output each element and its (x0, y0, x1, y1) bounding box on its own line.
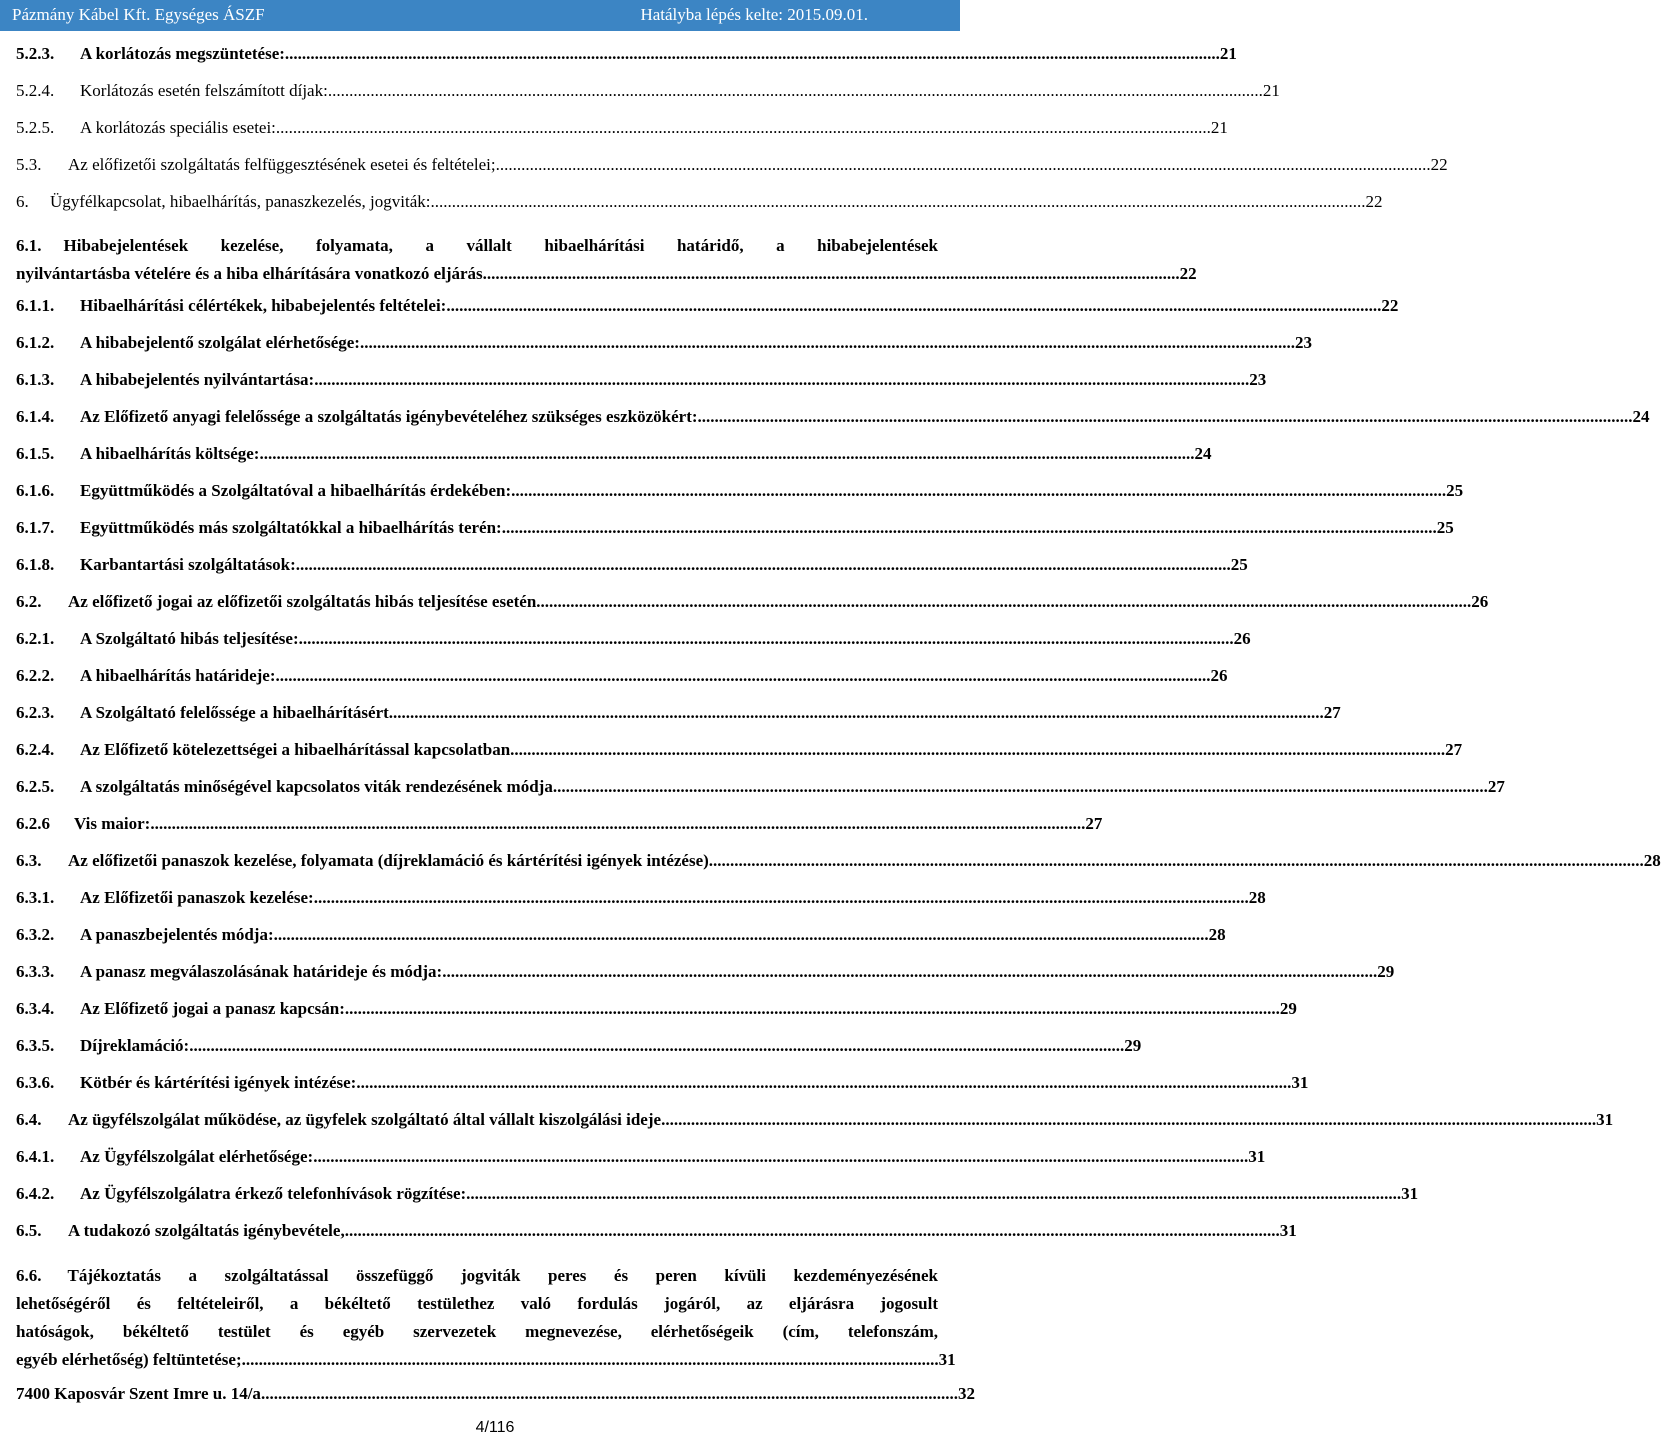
toc-leader-dots: ............................................................................................................................................................................................................................ (661, 1110, 1597, 1129)
toc-entry-title: A korlátozás megszüntetése: (80, 44, 285, 63)
toc-entry-page: 21 (1219, 44, 1237, 63)
toc-entry-title: Az Ügyfélszolgálat elérhetősége: (80, 1147, 314, 1166)
toc-entry-page: 31 (1279, 1221, 1297, 1240)
toc-entry-title: A Szolgáltató felelőssége a hibaelhárításért (80, 703, 389, 722)
toc-entry[interactable] (16, 703, 1341, 725)
toc-entry-title: Díjreklamáció: (80, 1036, 190, 1055)
toc-entry-page: 27 (1323, 703, 1341, 722)
toc-entry-number: 6.1. (16, 236, 42, 255)
toc-entry[interactable] (16, 1073, 1309, 1095)
toc-entry-title: Karbantartási szolgáltatások: (80, 555, 296, 574)
toc-entry-number: 6.1.3. (16, 370, 55, 389)
toc-entry-6-6[interactable] (16, 1262, 956, 1374)
toc-entry-page: 27 (1085, 814, 1103, 833)
toc-entry-number: 5.2.4. (16, 81, 55, 100)
toc-entry[interactable] (16, 444, 1212, 466)
toc-entry-number: 6.1.8. (16, 555, 55, 574)
toc-entry-address[interactable] (16, 1384, 975, 1406)
toc-entry[interactable] (16, 44, 1237, 66)
toc-entry-number: 6.3.5. (16, 1036, 55, 1055)
toc-entry-page: 24 (1194, 444, 1212, 463)
toc-entry-page: 31 (1596, 1110, 1614, 1129)
toc-leader-dots: ............................................................................................................................................................................................................................ (495, 155, 1431, 174)
toc-leader-dots: ............................................................................................................................................................................................................................ (359, 333, 1295, 352)
header-effective-date: Hatályba lépés kelte: 2015.09.01. (640, 5, 868, 24)
toc-entry-title: Együttműködés a Szolgáltatóval a hibaelhárítás érdekében: (80, 481, 512, 500)
toc-entry-title: Az előfizetői panaszok kezelése, folyamata (díjreklamáció és kártérítési igények intézése) (68, 851, 709, 870)
toc-entry-title: Az előfizetői szolgáltatás felfüggesztésének esetei és feltételei; (68, 155, 496, 174)
toc-entry-number: 5.2.5. (16, 118, 55, 137)
toc-entry-number: 6.2.1. (16, 629, 55, 648)
toc-entry-title-cont: nyilvántartásba vételére és a hiba elhárítására vonatkozó eljárás (16, 264, 483, 283)
toc-entry-page: 24 (1632, 407, 1650, 426)
toc-entry-6-1[interactable] (16, 232, 1197, 288)
toc-leader-dots: ............................................................................................................................................................................................................................ (327, 81, 1263, 100)
toc-entry[interactable] (16, 629, 1251, 651)
toc-entry-page: 28 (1643, 851, 1661, 870)
toc-entry[interactable] (16, 777, 1505, 799)
toc-entry-title-cont: hatóságok, békéltető testület és egyéb szervezetek megnevezése, elérhetőségeik (cím, telefonszám, (16, 1322, 938, 1341)
toc-entry-number: 6.3.2. (16, 925, 55, 944)
toc-leader-dots: ............................................................................................................................................................................................................................ (189, 1036, 1125, 1055)
toc-leader-dots: ............................................................................................................................................................................................................................ (442, 962, 1378, 981)
toc-leader-dots: ............................................................................................................................................................................................................................ (344, 999, 1280, 1018)
toc-entry[interactable] (16, 1184, 1419, 1206)
toc-entry-number: 6.3.3. (16, 962, 55, 981)
toc-entry-number: 6.2.2. (16, 666, 55, 685)
toc-entry-title: A Szolgáltató hibás teljesítése: (80, 629, 299, 648)
toc-entry-page: 27 (1487, 777, 1505, 796)
toc-entry-title: A korlátozás speciális esetei: (80, 118, 276, 137)
toc-entry[interactable] (16, 407, 1650, 429)
toc-entry-page: 27 (1445, 740, 1463, 759)
toc-entry-title: Vis maior: (74, 814, 151, 833)
toc-leader-dots: ............................................................................................................................................................................................................................ (552, 777, 1488, 796)
toc-entry-title: Tájékoztatás a szolgáltatással összefüggő jogviták peres és peren kívüli kezdeményezésének (67, 1266, 938, 1285)
toc-entry-page: 31 (1248, 1147, 1266, 1166)
toc-entry-title: Az előfizető jogai az előfizetői szolgáltatás hibás teljesítése esetén (68, 592, 537, 611)
toc-entry[interactable] (16, 888, 1266, 910)
toc-entry-title: A szolgáltatás minőségével kapcsolatos viták rendezésének módja (80, 777, 553, 796)
toc-entry-title: Ügyfélkapcsolat, hibaelhárítás, panaszkezelés, jogviták: (50, 192, 431, 211)
toc-entry-page: 31 (938, 1350, 956, 1369)
toc-leader-dots: ............................................................................................................................................................................................................................ (150, 814, 1086, 833)
toc-entry-page: 26 (1471, 592, 1489, 611)
toc-entry-number: 6.2. (16, 592, 42, 611)
toc-entry-page: 22 (1365, 192, 1383, 211)
toc-leader-dots: .................................................................................................................................................................... (241, 1350, 939, 1369)
toc-entry-title: A hibabejelentés nyilvántartása: (80, 370, 315, 389)
toc-leader-dots: ............................................................................................................................................................................................................................ (501, 518, 1437, 537)
toc-entry-number: 6.3.6. (16, 1073, 55, 1092)
toc-entry-page: 31 (1291, 1073, 1309, 1092)
toc-entry-title: Az Előfizető anyagi felelőssége a szolgáltatás igénybevételéhez szükséges eszközökért: (80, 407, 698, 426)
toc-entry[interactable] (16, 555, 1248, 577)
toc-entry-title: A hibaelhárítás költsége: (80, 444, 260, 463)
header-company: Pázmány Kábel Kft. Egységes ÁSZF (12, 5, 265, 24)
toc-leader-dots: ............................................................................................................................................................................................................................ (259, 444, 1195, 463)
toc-entry-number: 6.1.6. (16, 481, 55, 500)
toc-leader-dots: ............................................................................................................................................................................................................................ (314, 370, 1250, 389)
document-header (0, 0, 960, 31)
toc-leader-dots: ............................................................................................................................................................................................................................ (275, 666, 1211, 685)
toc-leader-dots: ............................................................................................................................................................................................................................ (536, 592, 1472, 611)
toc-entry-number: 6. (16, 192, 29, 211)
toc-entry[interactable] (16, 666, 1228, 688)
toc-entry-page: 29 (1377, 962, 1395, 981)
toc-entry-number: 6.4.1. (16, 1147, 55, 1166)
toc-entry-page: 25 (1436, 518, 1454, 537)
toc-entry-page: 32 (957, 1384, 975, 1403)
toc-entry[interactable] (16, 118, 1228, 140)
toc-entry-title: Az Előfizető kötelezettségei a hibaelhárítással kapcsolatban (80, 740, 511, 759)
toc-leader-dots: .................................................................................................................................................................... (260, 1384, 958, 1403)
toc-entry-title: A hibaelhárítás határideje: (80, 666, 276, 685)
toc-entry[interactable] (16, 1221, 1297, 1243)
toc-leader-dots: ............................................................................................................................................................................................................................ (388, 703, 1324, 722)
toc-entry-title: A tudakozó szolgáltatás igénybevétele, (68, 1221, 345, 1240)
toc-entry-number: 6.1.1. (16, 296, 55, 315)
toc-entry-title: Kötbér és kártérítési igények intézése: (80, 1073, 357, 1092)
toc-entry[interactable] (16, 1036, 1142, 1058)
toc-entry-number: 6.3.4. (16, 999, 55, 1018)
toc-entry[interactable] (16, 1110, 1614, 1132)
toc-entry-title: A panasz megválaszolásának határideje és módja: (80, 962, 443, 981)
toc-entry-page: 25 (1230, 555, 1248, 574)
toc-entry-page: 22 (1430, 155, 1448, 174)
toc-entry[interactable] (16, 370, 1267, 392)
toc-entry-number: 6.2.5. (16, 777, 55, 796)
toc-entry-page: 22 (1179, 264, 1197, 283)
toc-leader-dots: ............................................................................................................................................................................................................................ (466, 1184, 1402, 1203)
toc-entry[interactable] (16, 999, 1297, 1021)
toc-entry-number: 6.1.4. (16, 407, 55, 426)
toc-entry-title: Korlátozás esetén felszámított díjak: (80, 81, 328, 100)
toc-entry-number: 6.3. (16, 851, 42, 870)
toc-leader-dots: ............................................................................................................................................................................................................................ (697, 407, 1633, 426)
toc-entry-number: 6.2.4. (16, 740, 55, 759)
toc-entry-number: 6.3.1. (16, 888, 55, 907)
toc-entry[interactable] (16, 155, 1448, 177)
toc-entry[interactable] (16, 192, 1383, 214)
toc-entry-number: 6.5. (16, 1221, 42, 1240)
toc-leader-dots: ............................................................................................................................................................................................................................ (430, 192, 1366, 211)
toc-leader-dots: ............................................................................................................................................................................................................................ (298, 629, 1234, 648)
toc-entry-title: 7400 Kaposvár Szent Imre u. 14/a (16, 1384, 261, 1403)
toc-entry[interactable] (16, 925, 1226, 947)
toc-entry-number: 5.2.3. (16, 44, 55, 63)
toc-entry-title-cont: egyéb elérhetőség) feltüntetése; (16, 1350, 242, 1369)
toc-entry-number: 6.2.6 (16, 814, 50, 833)
toc-entry-page: 23 (1294, 333, 1312, 352)
toc-entry-page: 21 (1262, 81, 1280, 100)
toc-entry[interactable] (16, 592, 1489, 614)
toc-entry-title: Együttműködés más szolgáltatókkal a hibaelhárítás terén: (80, 518, 502, 537)
toc-entry[interactable] (16, 296, 1399, 318)
toc-entry-number: 6.2.3. (16, 703, 55, 722)
toc-entry-title: Az Ügyfélszolgálatra érkező telefonhívások rögzítése: (80, 1184, 467, 1203)
toc-entry-title: Hibaelhárítási célértékek, hibabejelentés feltételei: (80, 296, 447, 315)
toc-entry-title: Az Előfizető jogai a panasz kapcsán: (80, 999, 345, 1018)
toc-entry-title: Hibabejelentések kezelése, folyamata, a vállalt hibaelhárítási határidő, a hibabejelentések (63, 236, 938, 255)
toc-entry-page: 29 (1124, 1036, 1142, 1055)
toc-entry-title-cont: lehetőségéről és feltételeiről, a békéltető testülethez való fordulás jogáról, az eljárásra jogosult (16, 1294, 938, 1313)
toc-entry-number: 6.6. (16, 1266, 42, 1285)
toc-entry-page: 26 (1233, 629, 1251, 648)
toc-leader-dots: .................................................................................................................................................................... (482, 264, 1180, 283)
toc-entry[interactable] (16, 333, 1312, 355)
toc-leader-dots: ............................................................................................................................................................................................................................ (510, 740, 1446, 759)
toc-leader-dots: ............................................................................................................................................................................................................................ (313, 1147, 1249, 1166)
toc-entry-title: Az Előfizetői panaszok kezelése: (80, 888, 314, 907)
toc-entry[interactable] (16, 740, 1463, 762)
toc-entry[interactable] (16, 962, 1395, 984)
toc-entry-title: A hibabejelentő szolgálat elérhetősége: (80, 333, 360, 352)
toc-entry-page: 28 (1208, 925, 1226, 944)
toc-entry-page: 25 (1446, 481, 1464, 500)
toc-leader-dots: ............................................................................................................................................................................................................................ (295, 555, 1231, 574)
toc-leader-dots: ............................................................................................................................................................................................................................ (275, 118, 1211, 137)
page-number: 4/116 (475, 1419, 515, 1436)
toc-entry-page: 31 (1401, 1184, 1419, 1203)
toc-leader-dots: ............................................................................................................................................................................................................................ (446, 296, 1382, 315)
toc-entry[interactable] (16, 851, 1661, 873)
toc-leader-dots: ............................................................................................................................................................................................................................ (313, 888, 1249, 907)
toc-entry[interactable] (16, 518, 1454, 540)
toc-entry-page: 29 (1279, 999, 1297, 1018)
toc-leader-dots: ............................................................................................................................................................................................................................ (511, 481, 1447, 500)
toc-entry-number: 6.4.2. (16, 1184, 55, 1203)
toc-leader-dots: ............................................................................................................................................................................................................................ (273, 925, 1209, 944)
toc-entry-page: 28 (1248, 888, 1266, 907)
toc-entry-title: Az ügyfélszolgálat működése, az ügyfelek szolgáltató által vállalt kiszolgálási ideje (68, 1110, 662, 1129)
toc-entry-number: 6.1.5. (16, 444, 55, 463)
toc-entry-page: 26 (1210, 666, 1228, 685)
toc-entry[interactable] (16, 1147, 1266, 1169)
toc-entry-number: 5.3. (16, 155, 42, 174)
toc-entry-number: 6.4. (16, 1110, 42, 1129)
toc-leader-dots: ............................................................................................................................................................................................................................ (344, 1221, 1280, 1240)
toc-entry-number: 6.1.2. (16, 333, 55, 352)
toc-entry[interactable] (16, 481, 1464, 503)
toc-entry-page: 21 (1210, 118, 1228, 137)
toc-leader-dots: ............................................................................................................................................................................................................................ (356, 1073, 1292, 1092)
toc-entry-page: 22 (1381, 296, 1399, 315)
toc-entry[interactable] (16, 81, 1280, 103)
toc-entry[interactable] (16, 814, 1103, 836)
toc-entry-title: A panaszbejelentés módja: (80, 925, 274, 944)
toc-leader-dots: ............................................................................................................................................................................................................................ (284, 44, 1220, 63)
toc-entry-page: 23 (1249, 370, 1267, 389)
toc-leader-dots: ............................................................................................................................................................................................................................ (708, 851, 1644, 870)
toc-entry-number: 6.1.7. (16, 518, 55, 537)
